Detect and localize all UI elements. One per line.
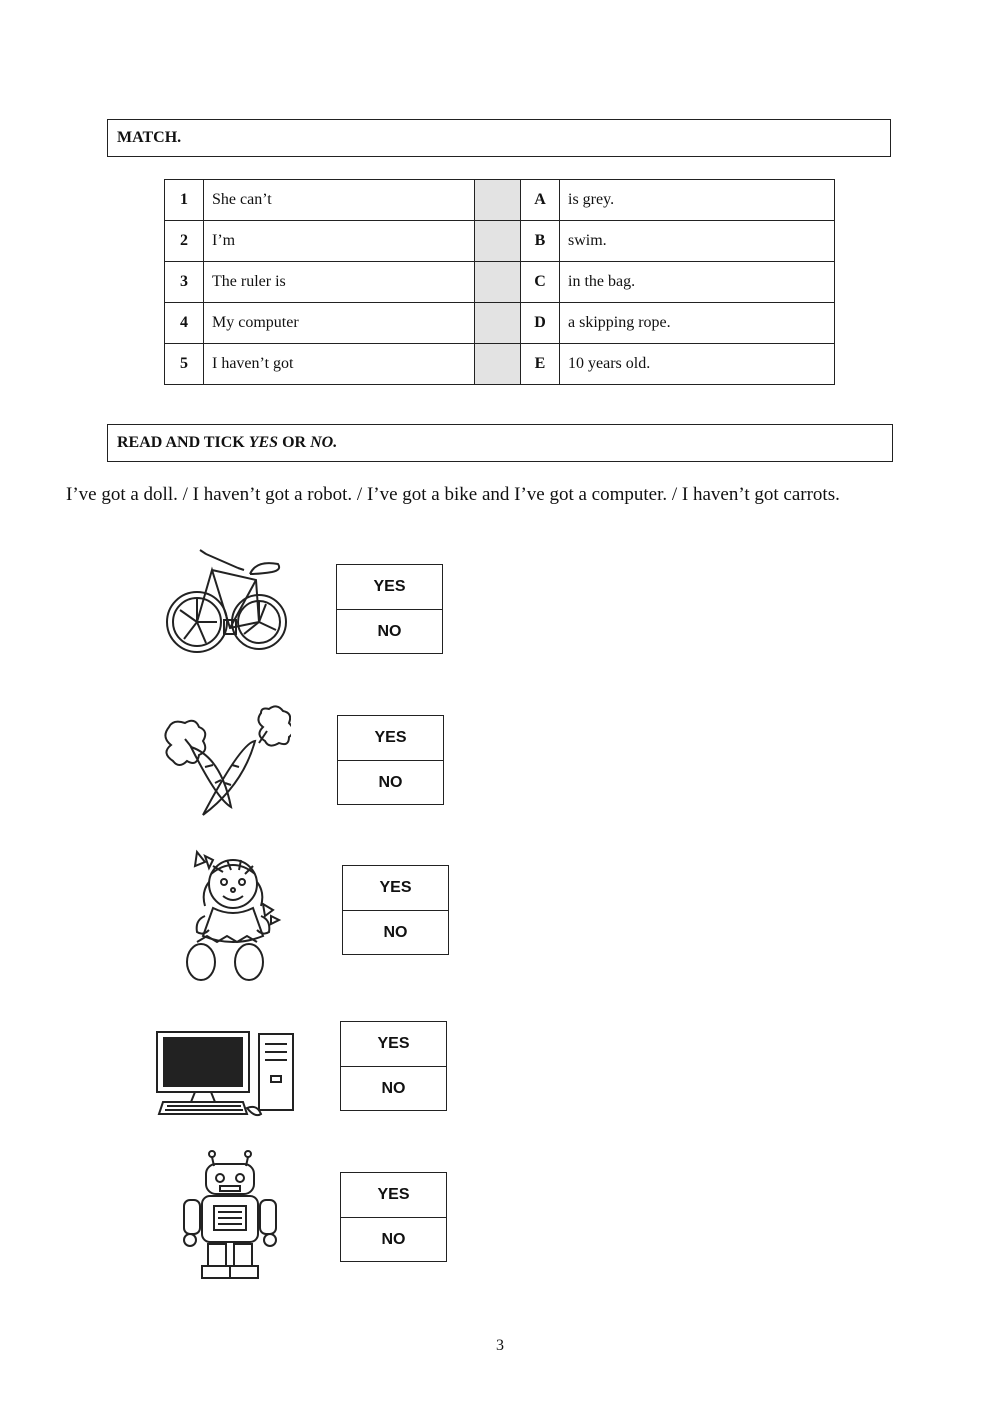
no-option[interactable]: NO (381, 1080, 406, 1097)
table-row (165, 262, 835, 303)
match-header (107, 119, 891, 157)
sentence-end: swim. (560, 221, 835, 262)
row-letter: A (521, 180, 560, 221)
sentence-start: The ruler is (204, 262, 475, 303)
yes-no-box (336, 564, 443, 654)
no-option[interactable]: NO (377, 623, 402, 640)
page-number: 3 (496, 1337, 504, 1354)
computer-picture (155, 1030, 297, 1120)
yes-no-box (340, 1172, 447, 1262)
sentence-start: I haven’t got (204, 344, 475, 385)
answer-box[interactable] (475, 180, 521, 221)
sentence-end: a skipping rope. (560, 303, 835, 344)
row-letter: B (521, 221, 560, 262)
sentence-end: in the bag. (560, 262, 835, 303)
read-header-or: OR (278, 434, 311, 451)
yes-option[interactable]: YES (337, 565, 442, 610)
match-table (164, 179, 835, 385)
row-letter: E (521, 344, 560, 385)
sentence-end: 10 years old. (560, 344, 835, 385)
carrots-picture (155, 703, 291, 821)
table-row (165, 303, 835, 344)
row-letter: C (521, 262, 560, 303)
bike-picture (166, 540, 288, 664)
answer-box[interactable] (475, 344, 521, 385)
yes-no-box (340, 1021, 447, 1111)
no-option[interactable]: NO (383, 924, 408, 941)
robot-picture (178, 1148, 282, 1282)
table-row (165, 221, 835, 262)
row-number: 3 (165, 262, 204, 303)
yes-option[interactable]: YES (343, 866, 448, 911)
table-row (165, 180, 835, 221)
read-sentence: I’ve got a doll. / I haven’t got a robot. / I’ve got a bike and I’ve got a computer. / I haven’t got carrots. (66, 484, 840, 505)
row-number: 1 (165, 180, 204, 221)
read-header (107, 424, 893, 462)
doll-picture (183, 846, 283, 984)
no-option[interactable]: NO (378, 774, 403, 791)
answer-box[interactable] (475, 262, 521, 303)
yes-no-box (337, 715, 444, 805)
yes-option[interactable]: YES (338, 716, 443, 761)
sentence-start: My computer (204, 303, 475, 344)
row-number: 5 (165, 344, 204, 385)
answer-box[interactable] (475, 303, 521, 344)
sentence-end: is grey. (560, 180, 835, 221)
sentence-start: I’m (204, 221, 475, 262)
read-header-no: NO. (310, 434, 338, 451)
yes-option[interactable]: YES (341, 1022, 446, 1067)
answer-box[interactable] (475, 221, 521, 262)
no-option[interactable]: NO (381, 1231, 406, 1248)
read-header-prefix: READ AND TICK (117, 434, 249, 451)
row-number: 4 (165, 303, 204, 344)
table-row (165, 344, 835, 385)
sentence-start: She can’t (204, 180, 475, 221)
read-header-yes: YES (248, 434, 279, 451)
yes-option[interactable]: YES (341, 1173, 446, 1218)
row-number: 2 (165, 221, 204, 262)
match-header-text: MATCH. (117, 129, 182, 146)
row-letter: D (521, 303, 560, 344)
yes-no-box (342, 865, 449, 955)
